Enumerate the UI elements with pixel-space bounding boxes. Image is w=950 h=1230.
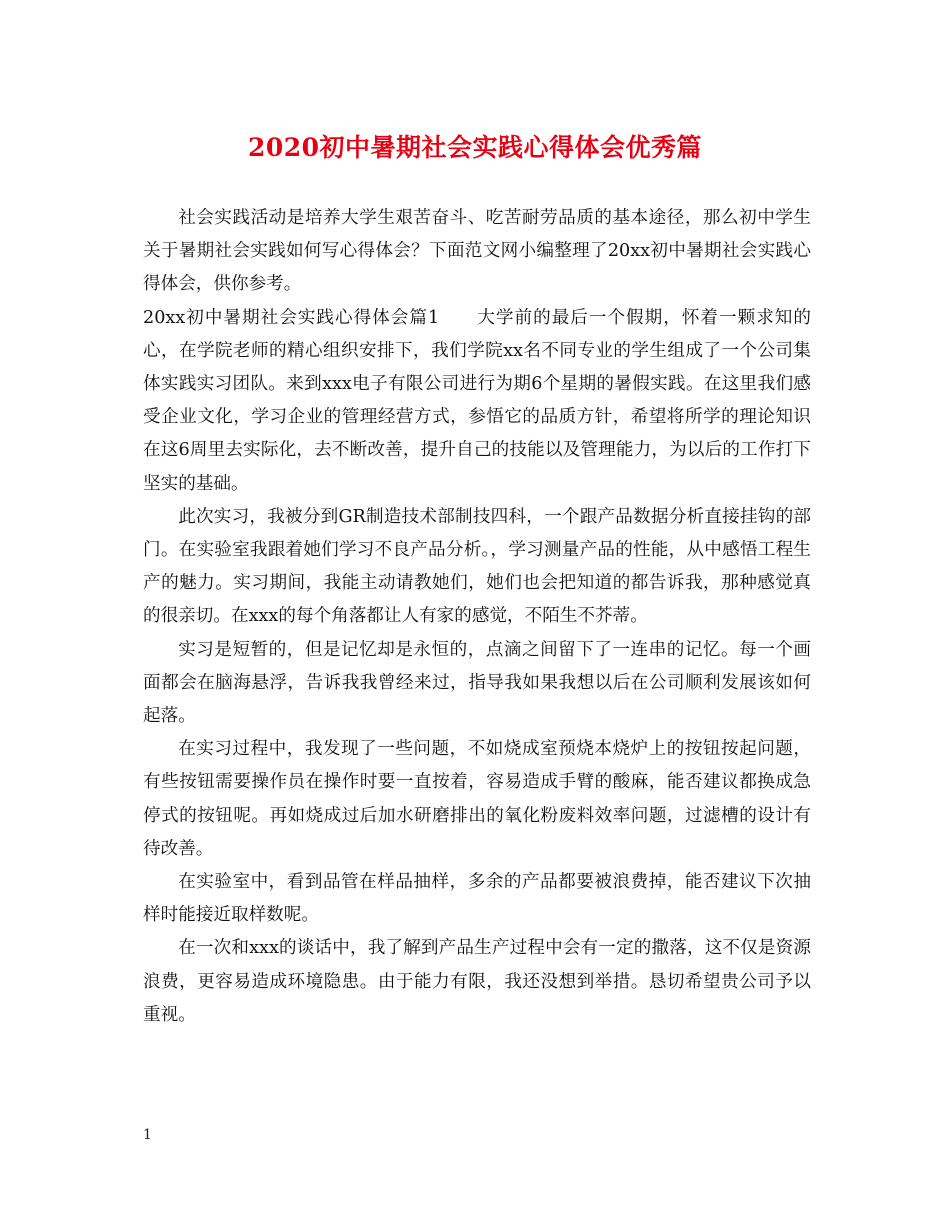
document-title: 2020初中暑期社会实践心得体会优秀篇 [247, 133, 703, 162]
paragraph-intro: 社会实践活动是培养大学生艰苦奋斗、吃苦耐劳品质的基本途径，那么初中学生关于暑期社会实践如何写心得体会？下面范文网小编整理了20xx初中暑期社会实践心得体会，供你参考。 [143, 208, 811, 295]
paragraph-section-1: 20xx初中暑期社会实践心得体会篇1 大学前的最后一个假期，怀着一颗求知的心，在学院老师的精心组织安排下，我们学院xx名不同专业的学生组成了一个公司集体实践实习团队。来到xxx电子有限公司进行为期6个星期的暑假实践。在这里我们感受企业文化，学习企业的管理经营方式，参悟它的品质方针，希望将所学的理论知识在这6周里去实际化，去不断改善，提升自己的技能以及管理能力，为以后的工作打下坚实的基础。 [143, 307, 811, 494]
paragraph-sampling: 在实验室中，看到品管在样品抽样，多余的产品都要被浪费掉，能否建议下次抽样时能接近取样数呢。 [143, 872, 811, 926]
document-body [143, 202, 811, 1032]
paragraph-internship-department: 此次实习，我被分到GR制造技术部制技四科，一个跟产品数据分析直接挂钩的部门。在实验室我跟着她们学习不良产品分析。，学习测量产品的性能，从中感悟工程生产的魅力。实习期间，我能主动请教她们，她们也会把知道的都告诉我，那种感觉真的很亲切。在xxx的每个角落都让人有家的感觉，不陌生不芥蒂。 [143, 506, 811, 627]
page-number: 1 [143, 1127, 152, 1143]
paragraph-memory: 实习是短暂的，但是记忆却是永恒的，点滴之间留下了一连串的记忆。每一个画面都会在脑海悬浮，告诉我我曾经来过，指导我如果我想以后在公司顺利发展该如何起落。 [143, 639, 811, 727]
paragraph-problems: 在实习过程中，我发现了一些问题，不如烧成室预烧本烧炉上的按钮按起问题，有些按钮需要操作员在操作时要一直按着，容易造成手臂的酸麻，能否建议都换成急停式的按钮呢。再如烧成过后加水研磨排出的氧化粉废料效率问题，过滤槽的设计有待改善。 [143, 739, 811, 859]
paragraph-conversation: 在一次和xxx的谈话中，我了解到产品生产过程中会有一定的撒落，这不仅是资源浪费，更容易造成环境隐患。由于能力有限，我还没想到举措。恳切希望贵公司予以重视。 [143, 938, 811, 1025]
